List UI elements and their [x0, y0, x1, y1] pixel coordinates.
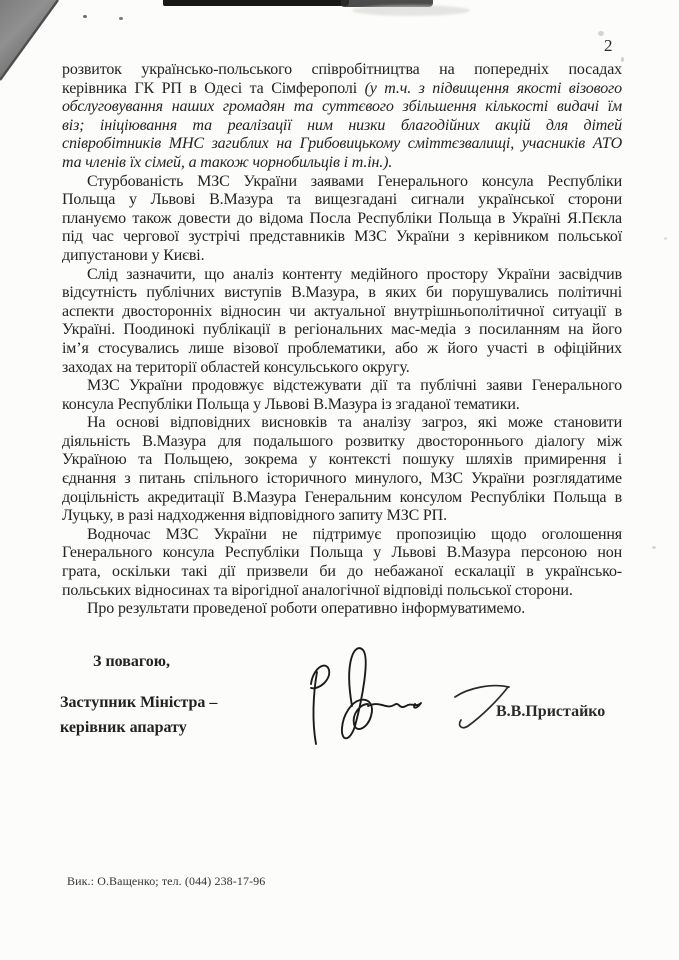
text-segment: керівника ГК РП в Одесі та Сімферополі: [62, 79, 365, 97]
text-segment-italic: (у т.ч. з підвищення якості візового: [364, 79, 623, 97]
text-segment-italic: та членів їх сімей, а також чорнобильців і т.ін.).: [62, 153, 393, 171]
text-segment: діяльність В.Мазура для подальшого розвитку двостороннього діалогу між: [62, 432, 622, 450]
text-line: [62, 526, 622, 545]
text-line: [62, 414, 622, 433]
text-line: [62, 80, 622, 99]
text-segment: грата, оскільки такі дії призвели би до небажаної ескалації в українсько-: [62, 563, 622, 581]
text-segment-italic: обслуговування наших громадян та суттєвого збільшення кількості видачі їм: [62, 98, 622, 116]
text-line: [62, 451, 622, 470]
text-line: [62, 210, 622, 229]
text-segment: польських відносинах та вірогідної аналогічної відповіді польської сторони.: [62, 581, 573, 599]
text-line: [62, 266, 622, 285]
text-segment: відсутність публічних виступів В.Мазура, в яких би порушувались політичні: [62, 284, 622, 302]
scan-corner-shadow: [0, 0, 58, 80]
text-line: [62, 284, 622, 303]
page-number: 2: [604, 36, 613, 55]
text-segment: розвиток українсько-польського співробітництва на попередніх посадах: [62, 61, 622, 78]
text-segment-italic: співробітників МНС загиблих на Грибовицькому сміттєзвалищі, учасників АТО: [62, 135, 622, 153]
scan-artifact-smudge: [352, 5, 470, 16]
executor-note: Вик.: О.Ващенко; тел. (044) 238-17-96: [67, 874, 266, 888]
text-line: [62, 228, 622, 247]
text-segment: Польща у Львові В.Мазура та вищезгадані сигнали української сторони: [62, 191, 622, 209]
text-line: [62, 247, 622, 266]
text-segment: єднання з питань спільного історичного минулого, МЗС України розглядатиме: [62, 470, 622, 488]
text-segment: Луцьку, в разі надходження відповідного запиту МЗС РП.: [62, 507, 447, 525]
text-segment: доцільність акредитації В.Мазура Генеральним консулом Республіки Польща в: [62, 488, 622, 506]
text-segment: плануємо також довести до відома Посла Республіки Польща в Україні Я.Пєкла: [62, 209, 622, 227]
text-line: [62, 303, 622, 322]
scan-artifact-speck: [652, 546, 656, 549]
signer-name: В.В.Пристайко: [496, 703, 606, 720]
text-segment: Слід зазначити, що аналіз контенту медійного простору України засвідчив: [87, 265, 622, 283]
text-line: [62, 600, 622, 619]
text-line: [62, 396, 622, 415]
text-line: [62, 544, 622, 563]
text-line: [62, 359, 622, 378]
text-segment: Україні. Поодинокі публікації в регіональних мас-медіа з посиланням на його: [62, 321, 622, 339]
scan-artifact-speck: [664, 237, 667, 240]
scan-artifact-top-strip: [163, 0, 349, 6]
text-line: [62, 470, 622, 489]
signer-title-line2: керівник апарату: [60, 719, 187, 736]
text-line: [62, 340, 622, 359]
text-line: [62, 135, 622, 154]
signer-title-line1: Заступник Міністра –: [60, 694, 218, 711]
text-segment: Водночас МЗС України не підтримує пропозицію щодо оголошення: [87, 525, 622, 543]
text-line: [62, 489, 622, 508]
text-line: [62, 563, 622, 582]
text-segment: аспекти двосторонніх відносин чи актуальної внутрішньополітичної ситуації в: [62, 302, 622, 320]
text-segment: На основі відповідних висновків та аналізу загроз, які може становити: [87, 414, 622, 432]
text-segment: ім’я стосувались лише візової проблематики, або ж його участі в офіційних: [62, 339, 622, 357]
body-text: [62, 61, 622, 619]
text-segment: під час чергової зустрічі представників МЗС України з керівником польської: [62, 228, 622, 246]
scan-artifact-dot: [119, 17, 123, 20]
text-segment: Про результати проведеної роботи оперативно інформуватимемо.: [87, 600, 526, 618]
text-line: [62, 507, 622, 526]
text-segment: МЗС України продовжує відстежувати дії та публічні заяви Генерального: [87, 377, 622, 395]
text-segment: Генерального консула Республіки Польща у Львові В.Мазура персоною нон: [62, 544, 622, 562]
handwritten-signature-icon: [295, 638, 435, 756]
text-segment: дипустанови у Києві.: [62, 246, 205, 264]
text-line: [62, 154, 622, 173]
scan-artifact-dot: [83, 15, 87, 18]
text-line: [62, 61, 622, 80]
text-segment: Стурбованість МЗС України заявами Генерального консула Республіки: [87, 172, 622, 190]
text-segment: заходах на території областей консульського округу.: [62, 358, 410, 376]
text-line: [62, 321, 622, 340]
text-segment-italic: віз; ініціювання та реалізації ним низки благодійних акцій для дітей: [62, 116, 622, 134]
signer-title: [60, 690, 217, 740]
text-segment: консула Республіки Польща у Львові В.Мазура із згаданої тематики.: [62, 395, 520, 413]
salutation: З повагою,: [93, 653, 170, 670]
text-line: [62, 98, 622, 117]
text-line: [62, 117, 622, 136]
text-segment: Україною та Польщею, зокрема у контексті пошуку шляхів примирення і: [62, 451, 622, 469]
text-line: [62, 173, 622, 192]
text-line: [62, 582, 622, 601]
text-line: [62, 191, 622, 210]
text-line: [62, 433, 622, 452]
text-line: [62, 377, 622, 396]
